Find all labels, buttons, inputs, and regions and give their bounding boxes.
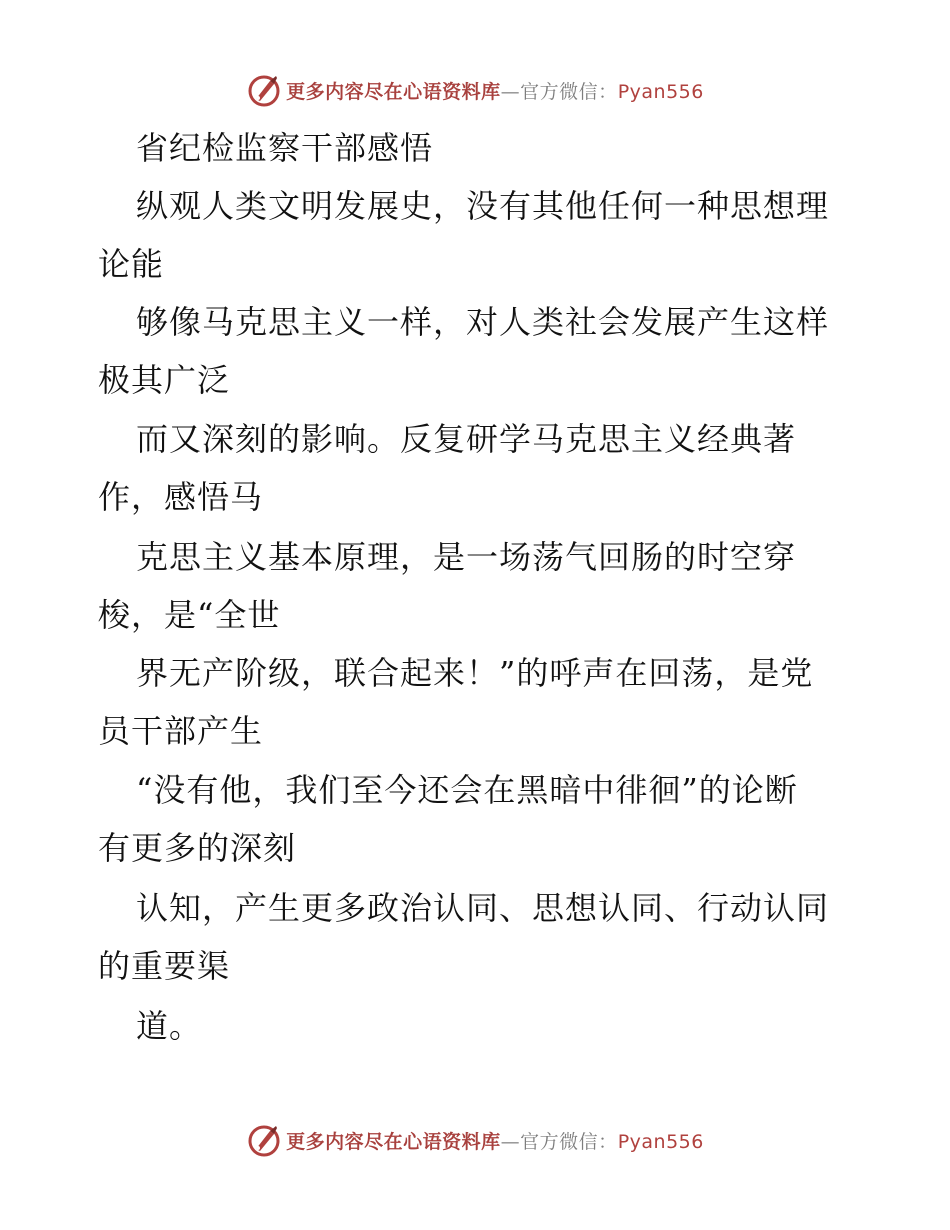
paragraph-line: 有更多的深刻	[98, 829, 297, 867]
paragraph-line: 道。	[136, 1007, 203, 1045]
banner-title: 更多内容尽在心语资料库	[286, 1130, 501, 1153]
paragraph-line: 员干部产生	[98, 712, 264, 750]
paragraph-line: 梭，是“全世	[98, 596, 281, 634]
paragraph-line: 够像马克思主义一样，对人类社会发展产生这样	[136, 303, 830, 341]
paragraph-line: “没有他，我们至今还会在黑暗中徘徊”的论断	[136, 771, 798, 809]
paragraph-line: 作，感悟马	[98, 478, 264, 516]
banner-wechat-handle: Pyan556	[617, 1130, 704, 1153]
banner-text	[286, 77, 704, 104]
banner-dash: —	[500, 80, 521, 103]
document-title: 省纪检监察干部感悟	[136, 129, 434, 167]
paragraph-line: 界无产阶级，联合起来！”的呼声在回荡，是党	[136, 654, 814, 692]
quill-pen-icon	[246, 1122, 282, 1158]
banner-wechat-handle: Pyan556	[617, 80, 704, 103]
paragraph-line: 克思主义基本原理，是一场荡气回肠的时空穿	[136, 538, 797, 576]
banner-wechat-label: 官方微信：	[520, 1130, 618, 1153]
paragraph-line: 而又深刻的影响。反复研学马克思主义经典著	[136, 420, 797, 458]
banner-wechat-label: 官方微信：	[520, 80, 618, 103]
banner-dash: —	[500, 1130, 521, 1153]
paragraph-line: 的重要渠	[98, 947, 231, 985]
paragraph-line: 论能	[98, 245, 165, 283]
paragraph-line: 极其广泛	[98, 361, 231, 399]
quill-pen-icon	[246, 72, 282, 108]
paragraph-line: 纵观人类文明发展史，没有其他任何一种思想理	[136, 187, 830, 225]
banner-text	[286, 1127, 704, 1154]
header-banner	[0, 70, 950, 110]
banner-title: 更多内容尽在心语资料库	[286, 80, 501, 103]
footer-banner	[0, 1120, 950, 1160]
paragraph-line: 认知，产生更多政治认同、思想认同、行动认同	[136, 889, 830, 927]
